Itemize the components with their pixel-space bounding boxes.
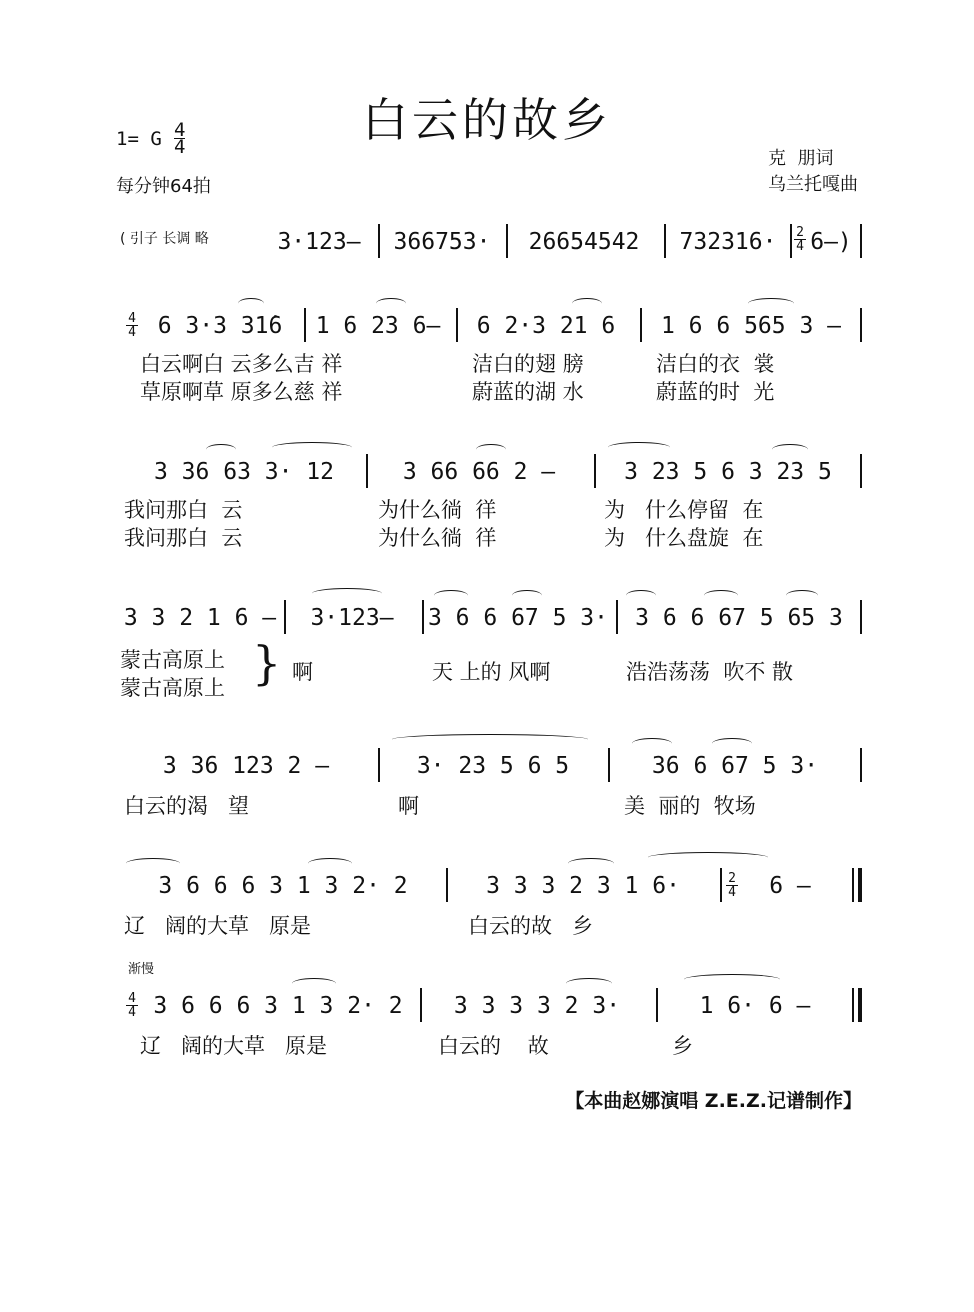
slur — [748, 298, 794, 309]
barline — [422, 600, 424, 634]
lyric-text: 白云的渴 望 — [124, 794, 250, 818]
slur — [772, 444, 808, 455]
lyric-text: 美 丽的 牧场 — [624, 794, 756, 818]
slur — [312, 588, 382, 599]
measure: 26654542 — [528, 229, 640, 255]
barline — [852, 868, 854, 902]
measure: 366753· — [393, 229, 491, 255]
lyric-verse-2 — [116, 376, 864, 404]
lyric-text: 浩浩荡荡 吹不 散 — [626, 660, 794, 684]
slur — [476, 444, 506, 455]
lyric-verse-1 — [116, 790, 864, 818]
lyric-text: 白云啊白 云多么吉 祥 — [140, 352, 343, 376]
barline — [860, 224, 862, 258]
lyricist: 克 朋词 — [768, 148, 834, 169]
slur — [272, 442, 352, 453]
lyric-text: 为什么徜 徉 — [378, 526, 497, 550]
lyric-text: 为 什么盘旋 在 — [604, 526, 764, 550]
measure: 3· 23 5 6 5 — [416, 753, 570, 779]
measure: 1 6 23 6– — [315, 313, 441, 339]
measure: 3 6 6 67 5 3· — [427, 605, 608, 631]
score-row-6 — [116, 866, 864, 906]
barline — [420, 988, 422, 1022]
barline — [506, 224, 508, 258]
repeat-end-barline — [858, 868, 862, 902]
tempo-marking: 每分钟64拍 — [116, 176, 211, 197]
time-change-4-4: 4 4 — [126, 992, 138, 1019]
lyric-text: 蔚蓝的湖 水 — [472, 380, 584, 404]
barline — [616, 600, 618, 634]
score-row-2 — [116, 306, 864, 346]
slur — [308, 858, 352, 869]
measure: 6 – — [769, 873, 811, 899]
verse-brace: } — [252, 636, 282, 690]
measure: 3 66 66 2 – — [402, 459, 556, 485]
lyric-text: 天 上的 风啊 — [432, 660, 551, 684]
barline — [608, 748, 610, 782]
lyric-text: 辽 阔的大草 原是 — [124, 914, 312, 938]
slur — [572, 298, 602, 309]
slur — [392, 734, 588, 745]
score-row-7 — [116, 986, 864, 1026]
measure: 3 3 2 1 6 – — [123, 605, 277, 631]
lyric-text: 草原啊草 原多么慈 祥 — [140, 380, 343, 404]
barline — [456, 308, 458, 342]
lyric-text: 啊 — [398, 794, 419, 818]
slur — [786, 590, 818, 601]
lyric-text: 为什么徜 徉 — [378, 498, 497, 522]
lyric-text: 我问那白 云 — [124, 498, 243, 522]
barline — [860, 600, 862, 634]
lyric-text: 乡 — [672, 1034, 693, 1058]
barline — [656, 988, 658, 1022]
slur — [376, 298, 406, 309]
slur — [126, 858, 180, 869]
barline — [304, 308, 306, 342]
slur — [712, 738, 752, 749]
lyric-text: 白云的故 乡 — [468, 914, 594, 938]
lyric-verse-1 — [116, 644, 864, 684]
time-signature — [174, 119, 186, 158]
barline — [446, 868, 448, 902]
song-title: 白云的故乡 — [362, 93, 612, 147]
barline — [640, 308, 642, 342]
time-change-4-4: 4 4 — [126, 312, 138, 339]
lyric-verse-2 — [116, 522, 864, 550]
lyric-verse-1 — [116, 1030, 864, 1058]
slur — [684, 974, 780, 985]
slur — [566, 978, 612, 989]
time-change-2-4: 2 4 — [794, 226, 806, 253]
lyric-text: 蒙古高原上 — [120, 648, 225, 672]
measure: 3 23 5 6 3 23 5 — [624, 459, 832, 485]
barline — [860, 748, 862, 782]
lyric-verse-1 — [116, 910, 864, 938]
slur — [626, 590, 656, 601]
composer: 乌兰托嘎曲 — [768, 174, 858, 195]
lyric-text: 洁白的翅 膀 — [472, 352, 584, 376]
intro-label: ( 引子 长调 略 — [120, 231, 209, 247]
slur — [512, 590, 542, 601]
measure: 6 2·3 21 6 — [476, 313, 616, 339]
lyric-text: 白云的 故 — [438, 1034, 549, 1058]
slur — [632, 738, 672, 749]
score-row-4 — [116, 598, 864, 638]
score-row-1 — [116, 222, 864, 262]
measure: 1 6· 6 – — [699, 993, 811, 1019]
measure: 3 6 6 6 3 1 3 2· 2 — [158, 873, 408, 899]
final-barline — [858, 988, 862, 1022]
measure: 6 3·3 31̇6 — [157, 313, 283, 339]
barline — [366, 454, 368, 488]
slur — [704, 590, 738, 601]
lyric-text: 为 什么停留 在 — [604, 498, 764, 522]
meter-top: 4 — [174, 119, 186, 141]
key-signature — [116, 119, 186, 158]
measure: 3 6 6 6 3 1 3 2· 2 — [153, 993, 403, 1019]
barline — [720, 868, 722, 902]
barline — [378, 224, 380, 258]
barline — [790, 224, 792, 258]
barline — [860, 454, 862, 488]
lyric-verse-2 — [116, 672, 864, 700]
lyric-verse-1 — [116, 348, 864, 376]
slur — [648, 852, 768, 863]
measure: 3 3 3 2 3 1 6· — [486, 873, 680, 899]
lyric-text: 辽 阔的大草 原是 — [140, 1034, 328, 1058]
measure: 3·123– — [277, 229, 361, 255]
slur — [292, 978, 336, 989]
barline — [378, 748, 380, 782]
slur — [238, 298, 264, 309]
measure: 3 3 3 3 2 3· — [453, 993, 621, 1019]
key-label: 1= G — [116, 128, 162, 150]
measure: 3 36 123 2 – — [162, 753, 330, 779]
measure: 6–) — [810, 229, 852, 255]
time-change-2-4: 2 4 — [726, 872, 738, 899]
barline — [852, 988, 854, 1022]
barline — [664, 224, 666, 258]
lyric-verse-1 — [116, 494, 864, 522]
slur — [608, 442, 670, 453]
measure: 3·123– — [310, 605, 394, 631]
credits — [768, 146, 858, 198]
score-row-3 — [116, 452, 864, 492]
lyric-text: 蔚蓝的时 光 — [656, 380, 775, 404]
lyric-text: 洁白的衣 裳 — [656, 352, 775, 376]
slur — [434, 590, 468, 601]
lyric-text: 蒙古高原上 — [120, 676, 225, 700]
measure: 732316· — [679, 229, 777, 255]
meter-bottom: 4 — [174, 136, 186, 158]
barline — [284, 600, 286, 634]
slur — [568, 858, 614, 869]
tempo-slowing-mark: 渐慢 — [128, 962, 155, 977]
barline — [594, 454, 596, 488]
measure: 1 6 6 565 3 – — [660, 313, 841, 339]
barline — [860, 308, 862, 342]
lyric-text: 啊 — [292, 660, 313, 684]
measure: 3 36 63 3· 12 — [153, 459, 334, 485]
measure: 3 6 6 67 5 65 3 — [635, 605, 843, 631]
score-row-5 — [116, 746, 864, 786]
lyric-text: 我问那白 云 — [124, 526, 243, 550]
measure: 36 6 67 5 3· — [651, 753, 819, 779]
footer-credit: 【本曲赵娜演唱 Z.E.Z.记谱制作】 — [565, 1090, 862, 1112]
slur — [206, 444, 236, 455]
